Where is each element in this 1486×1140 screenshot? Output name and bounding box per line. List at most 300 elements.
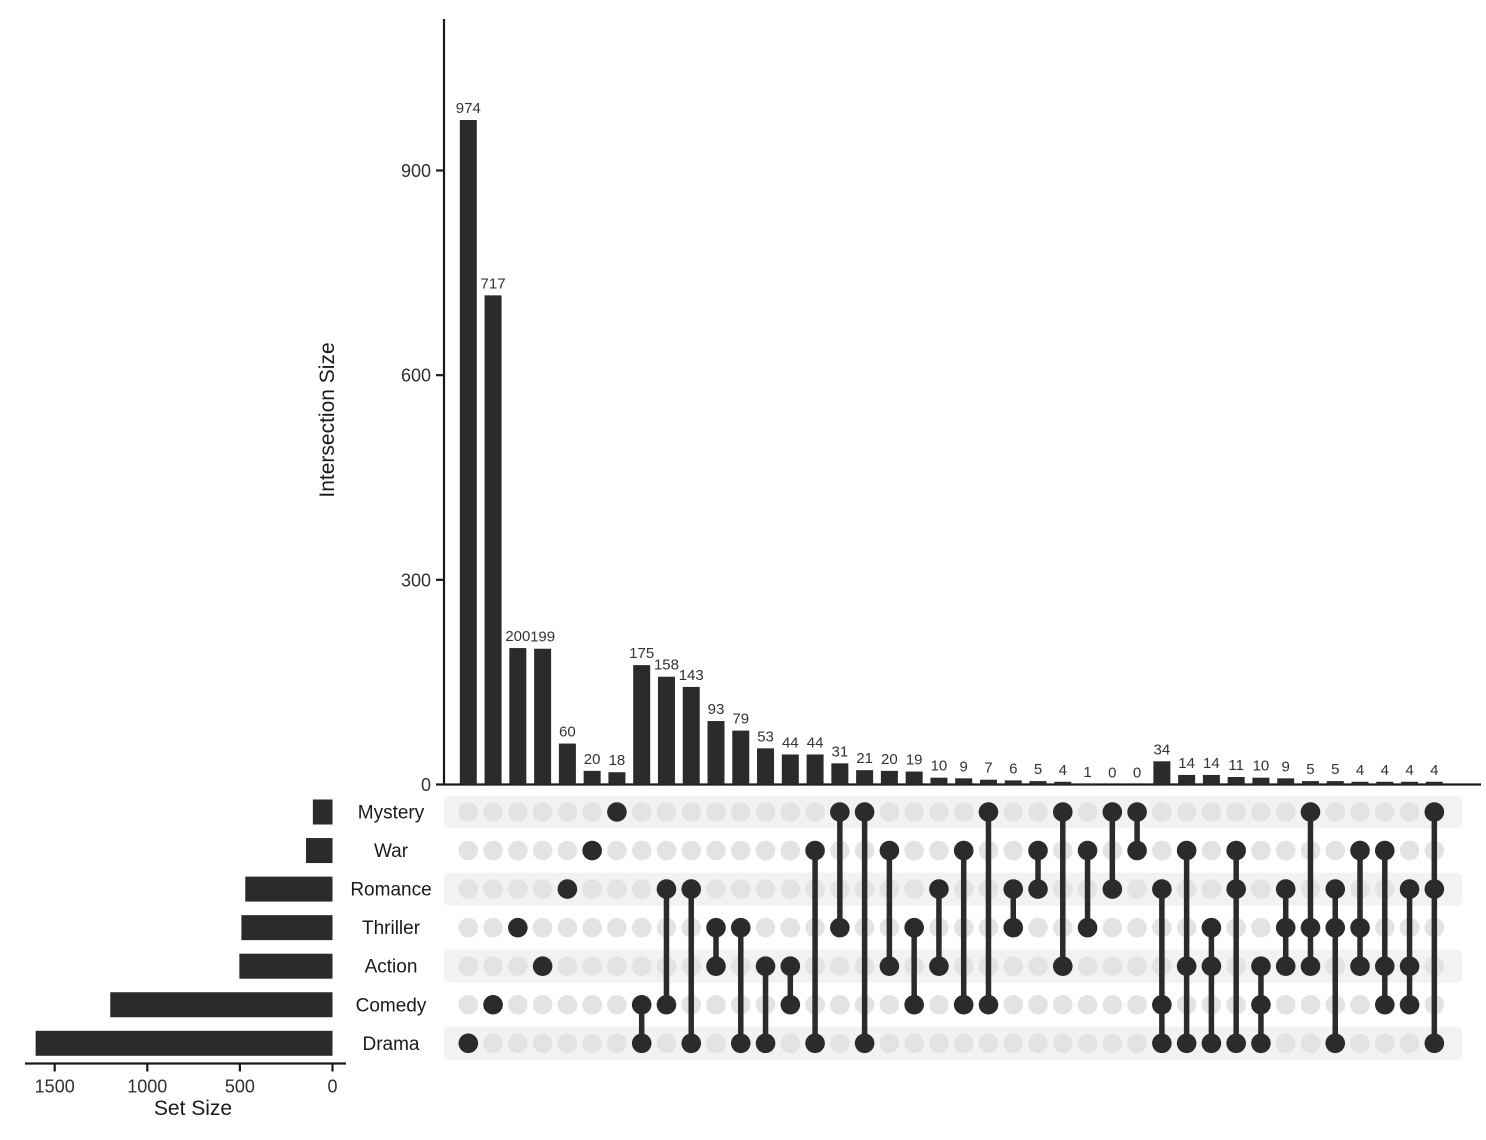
matrix-dot-active	[954, 841, 974, 861]
matrix-dot-inactive	[830, 995, 850, 1015]
matrix-dot-inactive	[657, 802, 677, 822]
matrix-dot-inactive	[1251, 879, 1271, 899]
matrix-dot-inactive	[483, 918, 503, 938]
intersection-bar	[906, 772, 923, 785]
intersection-value-label: 0	[1132, 764, 1142, 782]
intersection-value-label: 1	[1083, 763, 1092, 781]
matrix-dot-inactive	[979, 1034, 999, 1054]
matrix-dot-active	[1127, 802, 1147, 822]
matrix-dot-active	[1152, 879, 1172, 899]
intersection-value-label: 717	[480, 275, 506, 293]
intersection-value-label: 974	[455, 100, 481, 118]
matrix-dot-inactive	[558, 841, 578, 861]
matrix-dot-active	[1127, 841, 1147, 861]
matrix-dot-inactive	[1202, 802, 1222, 822]
intersection-bar	[683, 687, 700, 785]
matrix-dot-inactive	[533, 1034, 553, 1054]
matrix-dot-inactive	[1375, 1034, 1395, 1054]
intersection-bar	[633, 665, 650, 784]
intersection-bar	[881, 771, 898, 785]
matrix-dot-active	[979, 995, 999, 1015]
matrix-dot-inactive	[1177, 802, 1197, 822]
matrix-dot-inactive	[508, 879, 528, 899]
matrix-dot-active	[607, 802, 627, 822]
intersection-bar	[708, 721, 725, 784]
matrix-dot-active	[1226, 879, 1246, 899]
matrix-dot-active	[979, 802, 999, 822]
intersection-bar	[807, 754, 824, 784]
matrix-dot-active	[1375, 995, 1395, 1015]
matrix-dot-inactive	[1350, 995, 1370, 1015]
intersection-axis-group	[401, 19, 1481, 795]
matrix-dot-active	[929, 879, 949, 899]
matrix-dot-active	[1350, 918, 1370, 938]
intersection-tick-label: 600	[400, 365, 431, 386]
matrix-dot-inactive	[929, 1034, 949, 1054]
matrix-dot-active	[781, 995, 801, 1015]
matrix-dot-active	[1425, 802, 1445, 822]
intersection-bar	[1005, 780, 1022, 784]
matrix-dot-inactive	[1053, 1034, 1073, 1054]
matrix-dot-active	[706, 956, 726, 976]
intersection-value-label: 21	[856, 750, 873, 768]
set-size-bars-group	[36, 800, 333, 1056]
matrix-dot-inactive	[1103, 995, 1123, 1015]
matrix-dot-inactive	[731, 879, 751, 899]
intersection-axis-title: Intersection Size	[316, 342, 339, 498]
matrix-dot-active	[756, 956, 776, 976]
matrix-dot-active	[1053, 802, 1073, 822]
intersection-bar	[856, 770, 873, 784]
matrix-dot-active	[1177, 841, 1197, 861]
matrix-dot-inactive	[1251, 918, 1271, 938]
matrix-dot-active	[1152, 1034, 1172, 1054]
matrix-dot-inactive	[1325, 802, 1345, 822]
matrix-dot-inactive	[607, 918, 627, 938]
matrix-dot-inactive	[607, 879, 627, 899]
matrix-dot-inactive	[558, 918, 578, 938]
matrix-dot-inactive	[632, 956, 652, 976]
set-size-bar-thriller	[241, 915, 332, 940]
matrix-dot-active	[558, 879, 578, 899]
matrix-dot-inactive	[880, 1034, 900, 1054]
set-size-bar-drama	[36, 1031, 333, 1056]
matrix-dot-inactive	[706, 1034, 726, 1054]
matrix-dot-active	[1251, 1034, 1271, 1054]
matrix-dot-inactive	[582, 918, 602, 938]
intersection-bar	[831, 763, 848, 784]
matrix-dot-active	[1251, 956, 1271, 976]
matrix-dot-active	[1028, 841, 1048, 861]
matrix-dot-inactive	[731, 841, 751, 861]
intersection-bar	[608, 772, 625, 784]
matrix-dot-inactive	[929, 995, 949, 1015]
matrix-dot-inactive	[1003, 995, 1023, 1015]
matrix-dot-inactive	[681, 802, 701, 822]
intersection-value-label: 60	[559, 723, 576, 741]
set-size-axis-group	[25, 1064, 346, 1097]
matrix-dot-active	[1400, 995, 1420, 1015]
matrix-dot-inactive	[632, 918, 652, 938]
matrix-dot-active	[1301, 956, 1321, 976]
matrix-dot-active	[1226, 841, 1246, 861]
matrix-dot-inactive	[1251, 802, 1271, 822]
matrix-dot-inactive	[706, 802, 726, 822]
matrix-dot-inactive	[805, 802, 825, 822]
matrix-dot-active	[954, 995, 974, 1015]
matrix-dot-active	[632, 1034, 652, 1054]
matrix-dot-inactive	[929, 841, 949, 861]
matrix-dot-inactive	[459, 841, 479, 861]
matrix-dot-active	[880, 841, 900, 861]
intersection-value-label: 10	[930, 757, 948, 775]
set-size-bar-action	[239, 954, 332, 979]
matrix-dot-active	[1301, 918, 1321, 938]
matrix-dot-inactive	[1028, 802, 1048, 822]
matrix-dot-inactive	[459, 802, 479, 822]
intersection-bar	[559, 744, 576, 785]
intersection-bar	[1401, 782, 1418, 785]
intersection-value-label: 14	[1203, 754, 1220, 772]
set-size-bar-war	[306, 838, 332, 863]
matrix-dot-inactive	[1028, 956, 1048, 976]
matrix-dot-active	[1350, 956, 1370, 976]
matrix-dot-active	[1202, 956, 1222, 976]
matrix-dot-inactive	[1202, 841, 1222, 861]
matrix-dot-inactive	[880, 802, 900, 822]
intersection-bar	[1054, 782, 1071, 785]
matrix-dot-active	[1003, 918, 1023, 938]
set-label-war: War	[373, 841, 409, 863]
matrix-dot-active	[681, 1034, 701, 1054]
intersection-bar	[658, 677, 675, 785]
matrix-dot-active	[1202, 1034, 1222, 1054]
matrix-dot-active	[657, 995, 677, 1015]
matrix-dot-inactive	[904, 879, 924, 899]
intersection-value-label: 0	[1108, 764, 1117, 782]
matrix-dot-inactive	[781, 1034, 801, 1054]
matrix-dot-inactive	[1078, 802, 1098, 822]
matrix-dot-active	[1425, 1034, 1445, 1054]
intersection-value-label: 175	[629, 645, 655, 663]
intersection-bar	[757, 748, 774, 784]
matrix-dot-inactive	[632, 879, 652, 899]
matrix-dot-inactive	[607, 995, 627, 1015]
matrix-dot-inactive	[558, 956, 578, 976]
matrix-dot-inactive	[533, 995, 553, 1015]
intersection-value-label: 9	[1281, 758, 1290, 776]
matrix-dot-active	[1375, 956, 1395, 976]
matrix-dot-inactive	[706, 879, 726, 899]
matrix-dot-active	[1202, 918, 1222, 938]
intersection-bar	[584, 771, 601, 785]
intersection-bar	[534, 649, 551, 785]
matrix-dot-active	[1276, 879, 1296, 899]
matrix-dot-active	[1276, 956, 1296, 976]
matrix-dot-inactive	[1276, 1034, 1296, 1054]
intersection-value-label: 20	[881, 750, 898, 768]
set-size-tick-label: 1500	[34, 1076, 75, 1097]
matrix-dot-inactive	[1276, 841, 1296, 861]
matrix-dot-inactive	[1078, 995, 1098, 1015]
matrix-dot-inactive	[731, 802, 751, 822]
matrix-dot-inactive	[1078, 956, 1098, 976]
matrix-dot-active	[508, 918, 528, 938]
set-size-tick-label: 1000	[127, 1076, 168, 1097]
intersection-value-label: 4	[1430, 761, 1439, 779]
intersection-value-label: 199	[530, 628, 556, 646]
intersection-value-label: 5	[1331, 761, 1340, 779]
intersection-value-label: 4	[1380, 761, 1389, 779]
intersection-value-label: 7	[984, 759, 993, 777]
intersection-value-label: 4	[1058, 761, 1067, 779]
set-label-mystery: Mystery	[357, 802, 425, 824]
matrix-dot-inactive	[756, 841, 776, 861]
matrix-dot-inactive	[781, 802, 801, 822]
matrix-dot-inactive	[1400, 841, 1420, 861]
set-label-action: Action	[364, 956, 418, 978]
intersection-bar	[1203, 775, 1220, 785]
matrix-dot-inactive	[1276, 802, 1296, 822]
matrix-dot-active	[1003, 879, 1023, 899]
intersection-bar	[460, 120, 477, 784]
matrix-dot-inactive	[1003, 956, 1023, 976]
matrix-dot-active	[880, 956, 900, 976]
matrix-dot-active	[855, 1034, 875, 1054]
matrix-dot-inactive	[1350, 1034, 1370, 1054]
matrix-dot-inactive	[756, 802, 776, 822]
intersection-bar	[732, 731, 749, 785]
matrix-dot-inactive	[954, 802, 974, 822]
intersection-bar	[782, 754, 799, 784]
set-size-tick-label: 500	[224, 1076, 255, 1097]
matrix-dot-inactive	[558, 802, 578, 822]
matrix-dot-inactive	[1325, 841, 1345, 861]
intersection-bar	[1277, 778, 1294, 784]
intersection-value-label: 44	[806, 734, 824, 752]
matrix-dot-inactive	[880, 995, 900, 1015]
intersection-value-label: 79	[732, 710, 750, 728]
matrix-dot-inactive	[830, 1034, 850, 1054]
intersection-bar	[1352, 782, 1369, 785]
intersection-bar	[1079, 784, 1096, 785]
matrix-dot-inactive	[1127, 995, 1147, 1015]
matrix-dot-inactive	[1003, 1034, 1023, 1054]
matrix-dot-inactive	[558, 995, 578, 1015]
set-label-romance: Romance	[350, 879, 432, 901]
intersection-value-label: 11	[1228, 756, 1244, 774]
set-axis-title: Set Size	[153, 1097, 233, 1120]
matrix-dot-inactive	[1028, 1034, 1048, 1054]
intersection-value-label: 34	[1153, 741, 1171, 759]
intersection-tick-label: 0	[420, 775, 431, 795]
matrix-dot-inactive	[607, 841, 627, 861]
matrix-dot-inactive	[1301, 995, 1321, 1015]
matrix-dot-inactive	[1103, 956, 1123, 976]
matrix-dot-inactive	[1103, 918, 1123, 938]
matrix-dot-inactive	[483, 879, 503, 899]
set-label-comedy: Comedy	[355, 995, 427, 1017]
matrix-dot-inactive	[954, 1034, 974, 1054]
matrix-dot-inactive	[508, 1034, 528, 1054]
matrix-dot-inactive	[1375, 802, 1395, 822]
intersection-value-label: 53	[757, 728, 774, 746]
matrix-dot-inactive	[508, 841, 528, 861]
matrix-dot-inactive	[533, 918, 553, 938]
matrix-dot-inactive	[582, 995, 602, 1015]
intersection-value-label: 4	[1355, 761, 1365, 779]
matrix-dot-active	[1103, 802, 1123, 822]
matrix-dot-inactive	[1301, 1034, 1321, 1054]
matrix-dot-inactive	[1003, 841, 1023, 861]
matrix-dot-inactive	[533, 879, 553, 899]
matrix-dot-inactive	[483, 956, 503, 976]
matrix-dot-active	[1177, 956, 1197, 976]
matrix-dot-inactive	[904, 1034, 924, 1054]
matrix-dot-inactive	[781, 918, 801, 938]
matrix-dot-active	[904, 995, 924, 1015]
matrix-dot-active	[1177, 1034, 1197, 1054]
intersection-value-label: 18	[608, 752, 626, 770]
matrix-dot-active	[1400, 879, 1420, 899]
intersection-value-label: 4	[1405, 761, 1414, 779]
intersection-bar	[1327, 781, 1344, 784]
matrix-dot-inactive	[483, 1034, 503, 1054]
matrix-dot-inactive	[632, 841, 652, 861]
matrix-dot-inactive	[533, 841, 553, 861]
matrix-dot-inactive	[681, 841, 701, 861]
matrix-dot-inactive	[533, 802, 553, 822]
matrix-dot-active	[904, 918, 924, 938]
intersection-bars-group	[456, 100, 1443, 784]
intersection-bar	[509, 648, 526, 784]
set-size-tick-label: 0	[327, 1076, 338, 1097]
matrix-dot-active	[1226, 1034, 1246, 1054]
matrix-dot-inactive	[558, 1034, 578, 1054]
intersection-bar	[930, 778, 947, 785]
matrix-dot-inactive	[1350, 802, 1370, 822]
matrix-dot-inactive	[1251, 841, 1271, 861]
matrix-dot-active	[830, 918, 850, 938]
matrix-dot-active	[1078, 841, 1098, 861]
matrix-dot-inactive	[1276, 995, 1296, 1015]
matrix-dot-inactive	[1028, 995, 1048, 1015]
matrix-dot-inactive	[632, 802, 652, 822]
matrix-dot-active	[1152, 995, 1172, 1015]
intersection-bar	[1302, 781, 1319, 784]
matrix-dot-active	[1400, 956, 1420, 976]
intersection-bar	[1426, 782, 1443, 785]
intersection-bar	[1376, 782, 1393, 785]
matrix-dot-inactive	[1127, 1034, 1147, 1054]
matrix-dot-active	[731, 918, 751, 938]
matrix-dot-active	[929, 956, 949, 976]
matrix-dot-inactive	[1400, 1034, 1420, 1054]
matrix-dot-inactive	[483, 802, 503, 822]
intersection-value-label: 31	[831, 743, 849, 761]
matrix-dot-inactive	[781, 879, 801, 899]
matrix-dot-inactive	[582, 956, 602, 976]
matrix-dot-active	[1028, 879, 1048, 899]
matrix-dot-inactive	[459, 918, 479, 938]
matrix-dot-active	[459, 1034, 479, 1054]
matrix-dot-active	[731, 1034, 751, 1054]
matrix-dot-inactive	[904, 841, 924, 861]
set-size-bar-mystery	[313, 800, 333, 825]
matrix-dot-inactive	[508, 802, 528, 822]
matrix-dot-active	[1251, 995, 1271, 1015]
matrix-dot-active	[1350, 841, 1370, 861]
matrix-dot-active	[1276, 918, 1296, 938]
intersection-value-label: 5	[1033, 761, 1043, 779]
matrix-dot-inactive	[1152, 841, 1172, 861]
intersection-value-label: 93	[707, 701, 725, 719]
matrix-dot-active	[483, 995, 503, 1015]
set-label-drama: Drama	[362, 1033, 420, 1055]
matrix-dot-active	[1325, 1034, 1345, 1054]
matrix-dot-inactive	[582, 879, 602, 899]
matrix-dot-active	[781, 956, 801, 976]
matrix-dot-inactive	[904, 802, 924, 822]
matrix-dot-inactive	[1127, 956, 1147, 976]
matrix-dot-active	[855, 802, 875, 822]
matrix-dot-inactive	[607, 1034, 627, 1054]
matrix-dot-inactive	[1202, 879, 1222, 899]
matrix-dot-active	[1375, 841, 1395, 861]
intersection-value-label: 143	[678, 666, 704, 684]
intersection-tick-label: 900	[400, 161, 431, 181]
intersection-bar	[485, 295, 502, 784]
matrix-dot-active	[1325, 918, 1345, 938]
matrix-dot-active	[805, 841, 825, 861]
matrix-dot-inactive	[830, 956, 850, 976]
combination-matrix-group	[459, 802, 1445, 1053]
matrix-dot-active	[1103, 879, 1123, 899]
intersection-bar	[1030, 781, 1047, 784]
matrix-dot-active	[632, 995, 652, 1015]
matrix-dot-inactive	[459, 956, 479, 976]
matrix-dot-inactive	[483, 841, 503, 861]
matrix-dot-inactive	[1127, 918, 1147, 938]
matrix-dot-active	[1053, 956, 1073, 976]
matrix-dot-inactive	[1103, 1034, 1123, 1054]
intersection-value-label: 6	[1009, 760, 1018, 778]
matrix-dot-inactive	[706, 995, 726, 1015]
matrix-dot-inactive	[657, 841, 677, 861]
matrix-dot-active	[1425, 879, 1445, 899]
matrix-dot-inactive	[706, 841, 726, 861]
matrix-dot-active	[657, 879, 677, 899]
intersection-value-label: 44	[781, 734, 799, 752]
matrix-dot-inactive	[756, 918, 776, 938]
matrix-dot-active	[582, 841, 602, 861]
set-size-bar-comedy	[110, 992, 332, 1017]
matrix-dot-active	[533, 956, 553, 976]
matrix-dot-inactive	[607, 956, 627, 976]
set-size-bar-romance	[245, 877, 332, 902]
matrix-dot-inactive	[1028, 918, 1048, 938]
matrix-dot-inactive	[1053, 995, 1073, 1015]
matrix-dot-active	[1301, 802, 1321, 822]
matrix-dot-inactive	[582, 802, 602, 822]
matrix-dot-active	[706, 918, 726, 938]
intersection-value-label: 200	[505, 628, 531, 646]
intersection-bar	[1153, 761, 1170, 784]
intersection-value-label: 9	[959, 758, 968, 776]
matrix-dot-active	[1078, 918, 1098, 938]
matrix-dot-active	[830, 802, 850, 822]
matrix-dot-inactive	[657, 1034, 677, 1054]
